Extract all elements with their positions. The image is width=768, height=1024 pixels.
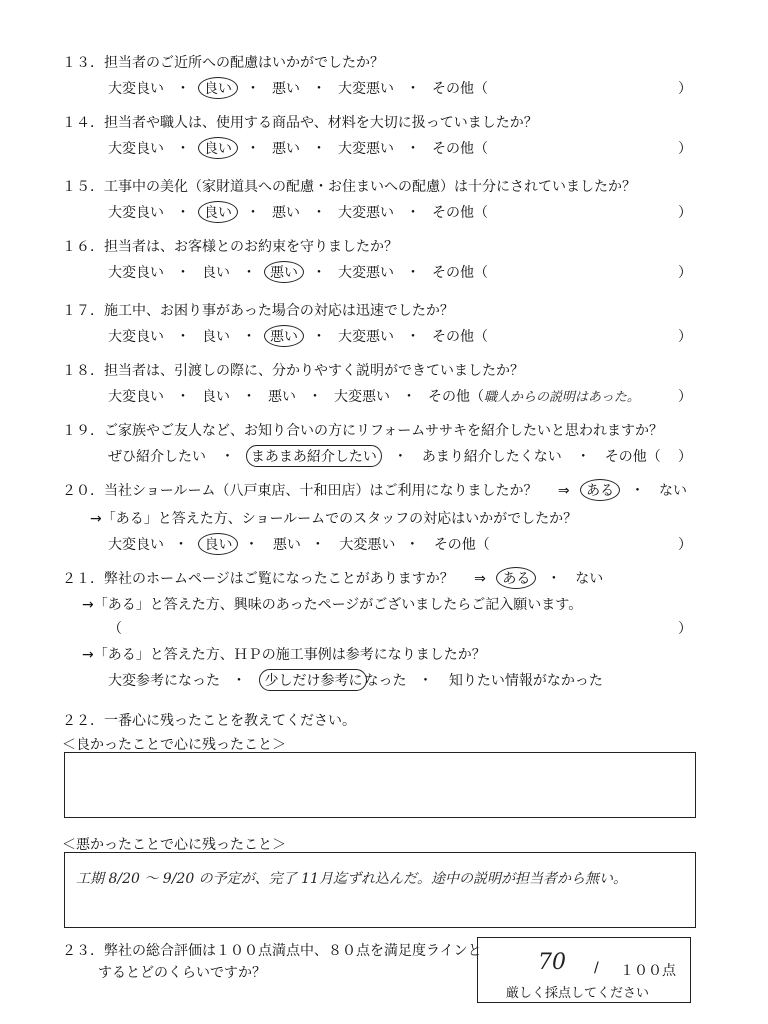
q20-no[interactable]: ない (659, 483, 687, 499)
q22-bad-label: ＜悪かったことで心に残ったこと＞ (62, 837, 286, 853)
q21-opt-circled[interactable]: 少しだけ参考に (259, 669, 367, 691)
q19-close-paren: ） (678, 449, 692, 465)
q13-opt-3[interactable]: 悪い (272, 81, 300, 97)
q13-opt-1[interactable]: 大変良い (108, 81, 164, 97)
q19-opt-4[interactable]: その他（ (604, 449, 661, 465)
q13-question: １３．担当者のご近所への配慮はいかがでしたか？ (62, 55, 384, 71)
q17-opt-5[interactable]: その他（ (432, 329, 488, 345)
q23-question-1: ２３．弊社の総合評価は１００点満点中、８０点を満足度ラインと (62, 943, 482, 959)
q19-opt-1[interactable]: ぜひ紹介したい (108, 449, 206, 465)
q17-opt-3[interactable]: 悪い (264, 325, 304, 347)
q22-good-label: ＜良かったことで心に残ったこと＞ (62, 737, 286, 753)
q15-question: １５．工事中の美化（家財道具への配慮・お住まいへの配慮）は十分にされていましたか？ (62, 179, 636, 195)
q21-open-paren: （ (108, 621, 122, 637)
q14-close-paren: ） (678, 141, 692, 157)
q19-options: ぜひ紹介したい ・ まあまあ紹介したい ・ あまり紹介したくない ・ その他（ (108, 446, 661, 466)
q14-opt-4[interactable]: 大変悪い (338, 141, 394, 157)
q14-options: 大変良い ・ 良い ・ 悪い ・ 大変悪い ・ その他（ (108, 138, 488, 158)
q21-sub1: →「ある」と答えた方、興味のあったページがございましたらご記入願います。 (82, 597, 583, 613)
q18-opt-5[interactable]: その他（ (428, 389, 484, 405)
q13-opt-4[interactable]: 大変悪い (338, 81, 394, 97)
q16-opt-1[interactable]: 大変良い (108, 265, 164, 281)
q22-question: ２２．一番心に残ったことを教えてください。 (62, 713, 356, 729)
q22-bad-text: 工期 8/20 ～ 9/20 の予定が、完了 11月迄ずれ込んだ。途中の説明が担当者から無い。 (76, 871, 627, 887)
q13-options: 大変良い ・ 良い ・ 悪い ・ 大変悪い ・ その他（ (108, 78, 488, 98)
q21-yes-circled[interactable]: ある (496, 567, 536, 589)
score-max: １００点 (620, 963, 676, 979)
q20-sub: →「ある」と答えた方、ショールームでのスタッフの対応はいかがでしたか？ (90, 511, 578, 527)
q18-options: 大変良い ・ 良い ・ 悪い ・ 大変悪い ・ その他（職人からの説明はあった。 (108, 389, 640, 405)
q17-close-paren: ） (678, 329, 692, 345)
q16-opt-4[interactable]: 大変悪い (338, 265, 394, 281)
q18-opt-2[interactable]: 良い (202, 389, 230, 405)
q19-opt-3[interactable]: あまり紹介したくない (421, 449, 562, 465)
q18-opt-4[interactable]: 大変悪い (334, 389, 390, 405)
q16-opt-3[interactable]: 悪い (264, 261, 304, 283)
q16-close-paren: ） (678, 265, 692, 281)
q14-opt-1[interactable]: 大変良い (108, 141, 164, 157)
score-value: 70 (538, 950, 566, 975)
q15-opt-5[interactable]: その他（ (432, 205, 488, 221)
q15-close-paren: ） (678, 205, 692, 221)
score-note: 厳しく採点してください (506, 986, 650, 1001)
q22-bad-box[interactable] (64, 852, 696, 928)
q21-question: ２１．弊社のホームページはご覧になったことがありますか？ ⇒ ある ・ ない (62, 568, 603, 588)
q17-opt-1[interactable]: 大変良い (108, 329, 164, 345)
q17-opt-4[interactable]: 大変悪い (338, 329, 394, 345)
q16-options: 大変良い ・ 良い ・ 悪い ・ 大変悪い ・ その他（ (108, 262, 488, 282)
q15-opt-4[interactable]: 大変悪い (338, 205, 394, 221)
q15-opt-1[interactable]: 大変良い (108, 205, 164, 221)
q20-opt-circled[interactable]: 良い (198, 533, 238, 555)
q13-opt-2[interactable]: 良い (198, 77, 238, 99)
q19-opt-2-circled[interactable]: まあまあ紹介したい (246, 445, 382, 467)
q23-question-2: するとどのくらいですか？ (98, 965, 266, 981)
q20-yes-circled[interactable]: ある (580, 479, 620, 501)
q14-opt-3[interactable]: 悪い (272, 141, 300, 157)
q14-opt-2[interactable]: 良い (198, 137, 238, 159)
q21-no[interactable]: ない (575, 571, 604, 587)
q13-close-paren: ） (678, 81, 692, 97)
q15-opt-3[interactable]: 悪い (272, 205, 300, 221)
q13-opt-5[interactable]: その他（ (432, 81, 488, 97)
score-slash: / (594, 960, 599, 976)
q19-question: １９．ご家族やご友人など、お知り合いの方にリフォームササキを紹介したいと思われますか？ (62, 423, 664, 439)
q18-opt-1[interactable]: 大変良い (108, 389, 164, 405)
q18-close-paren: ） (678, 389, 692, 405)
q18-question: １８．担当者は、引渡しの際に、分かりやすく説明ができていましたか？ (62, 363, 524, 379)
q21-options: 大変参考になった ・ 少しだけ参考に なった ・ 知りたい情報がなかった (108, 670, 603, 690)
q15-options: 大変良い ・ 良い ・ 悪い ・ 大変悪い ・ その他（ (108, 202, 488, 222)
q16-opt-5[interactable]: その他（ (432, 265, 488, 281)
q14-question: １４．担当者や職人は、使用する商品や、材料を大切に扱っていましたか？ (62, 115, 538, 131)
q14-opt-5[interactable]: その他（ (432, 141, 488, 157)
q17-opt-2[interactable]: 良い (202, 329, 230, 345)
q16-question: １６．担当者は、お客様とのお約束を守りましたか？ (62, 239, 398, 255)
q18-opt-3[interactable]: 悪い (268, 389, 296, 405)
q17-options: 大変良い ・ 良い ・ 悪い ・ 大変悪い ・ その他（ (108, 326, 488, 346)
q15-opt-2[interactable]: 良い (198, 201, 238, 223)
q21-sub2: →「ある」と答えた方、ＨＰの施工事例は参考になりましたか？ (82, 647, 486, 663)
q16-opt-2[interactable]: 良い (202, 265, 230, 281)
q20-question: ２０．当社ショールーム（八戸東店、十和田店）はご利用になりましたか？ ⇒ ある ・ ない (62, 480, 687, 500)
q17-question: １７．施工中、お困り事があった場合の対応は迅速でしたか？ (62, 303, 454, 319)
q18-other-text: 職人からの説明はあった。 (484, 390, 640, 405)
q20-options: 大変良い ・ 良い ・ 悪い ・ 大変悪い ・ その他（ (108, 534, 490, 554)
q22-good-box[interactable] (64, 752, 696, 818)
